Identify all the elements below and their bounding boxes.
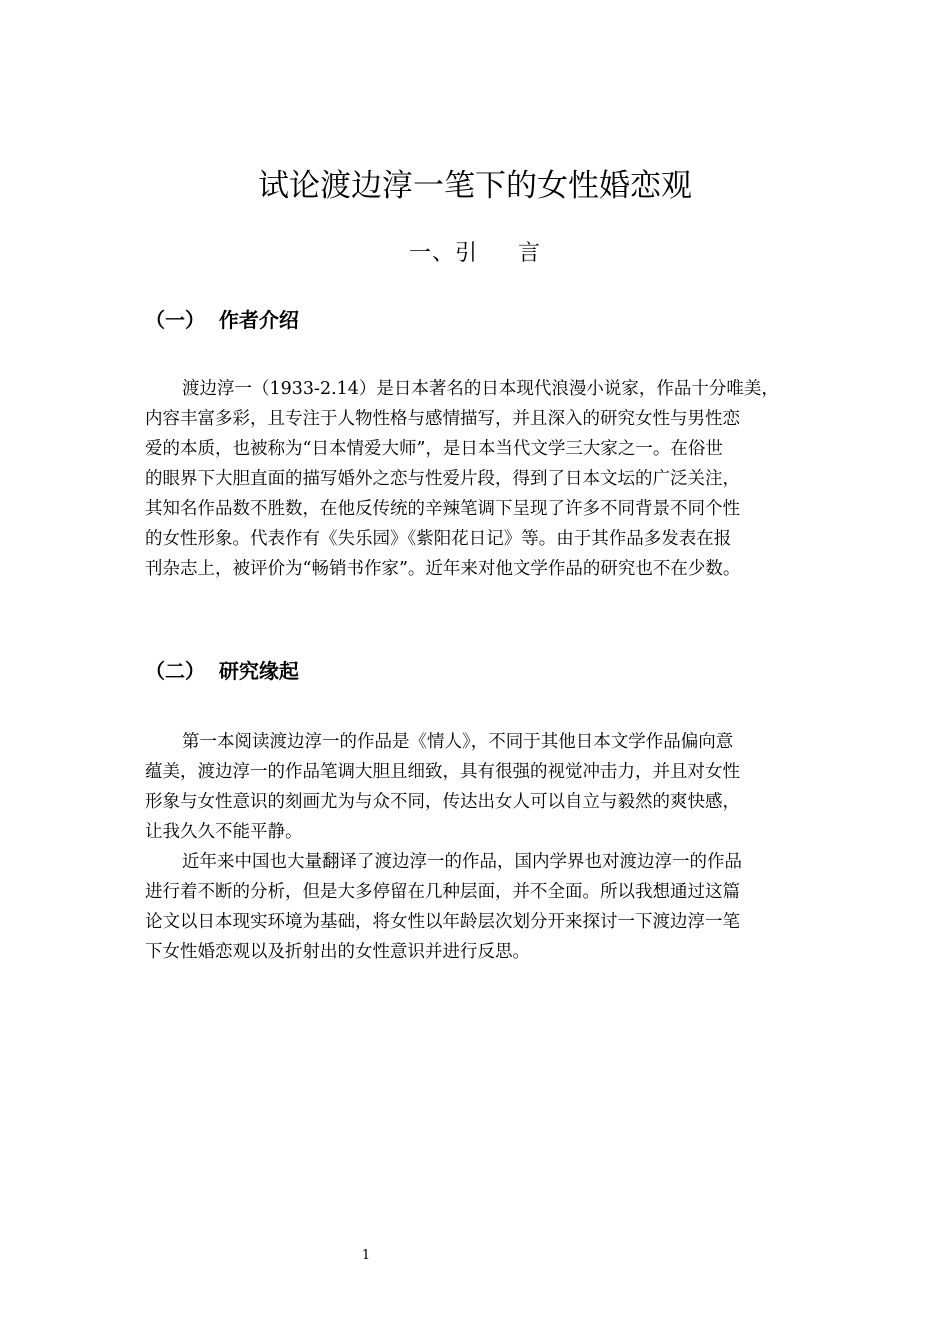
section-heading-introduction: 一、引 言: [409, 241, 541, 266]
paragraph-line: 形象与女性意识的刻画尤为与众不同，传达出女人可以自立与毅然的爽快感，: [145, 792, 740, 812]
page-number: 1: [361, 1248, 371, 1263]
paragraph-line: 渡边淳一（1933-2.14）是日本著名的日本现代浪漫小说家，作品十分唯美，: [182, 379, 779, 399]
subsection-heading-author-intro: （一） 作者介绍: [145, 308, 299, 332]
paragraph-research-origin: [145, 727, 815, 967]
paragraph-line: 第一本阅读渡边淳一的作品是《情人》，不同于其他日本文学作品偏向意: [182, 732, 734, 752]
paragraph-line: 刊杂志上，被评价为“畅销书作家”。近年来对他文学作品的研究也不在少数。: [145, 559, 741, 579]
paragraph-author-intro: [145, 374, 815, 584]
paragraph-line: 内容丰富多彩，且专注于人物性格与感情描写，并且深入的研究女性与男性恋: [145, 409, 740, 429]
paragraph-line: 论文以日本现实环境为基础，将女性以年龄层次划分开来探讨一下渡边淳一笔: [145, 912, 740, 932]
paragraph-line: 的眼界下大胆直面的描写婚外之恋与性爱片段，得到了日本文坛的广泛关注，: [145, 469, 740, 489]
paragraph-line: 的女性形象。代表作有《失乐园》《紫阳花日记》等。由于其作品多发表在报: [145, 529, 732, 549]
subsection-heading-research-origin: （二） 研究缘起: [145, 659, 299, 683]
document-title: 试论渡边淳一笔下的女性婚恋观: [258, 168, 692, 204]
paragraph-line: 蕴美，渡边淳一的作品笔调大胆且细致，具有很强的视觉冲击力，并且对女性: [145, 762, 740, 782]
paragraph-line: 近年来中国也大量翻译了渡边淳一的作品，国内学界也对渡边淳一的作品: [182, 852, 742, 872]
paragraph-line: 下女性婚恋观以及折射出的女性意识并进行反思。: [145, 942, 530, 962]
paragraph-line: 让我久久不能平静。: [145, 822, 303, 842]
paragraph-line: 爱的本质，也被称为“日本情爱大师”，是日本当代文学三大家之一。在俗世: [145, 439, 723, 459]
paragraph-line: 进行着不断的分析，但是大多停留在几种层面，并不全面。所以我想通过这篇: [145, 882, 740, 902]
paragraph-line: 其知名作品数不胜数，在他反传统的辛辣笔调下呈现了许多不同背景不同个性: [145, 499, 740, 519]
